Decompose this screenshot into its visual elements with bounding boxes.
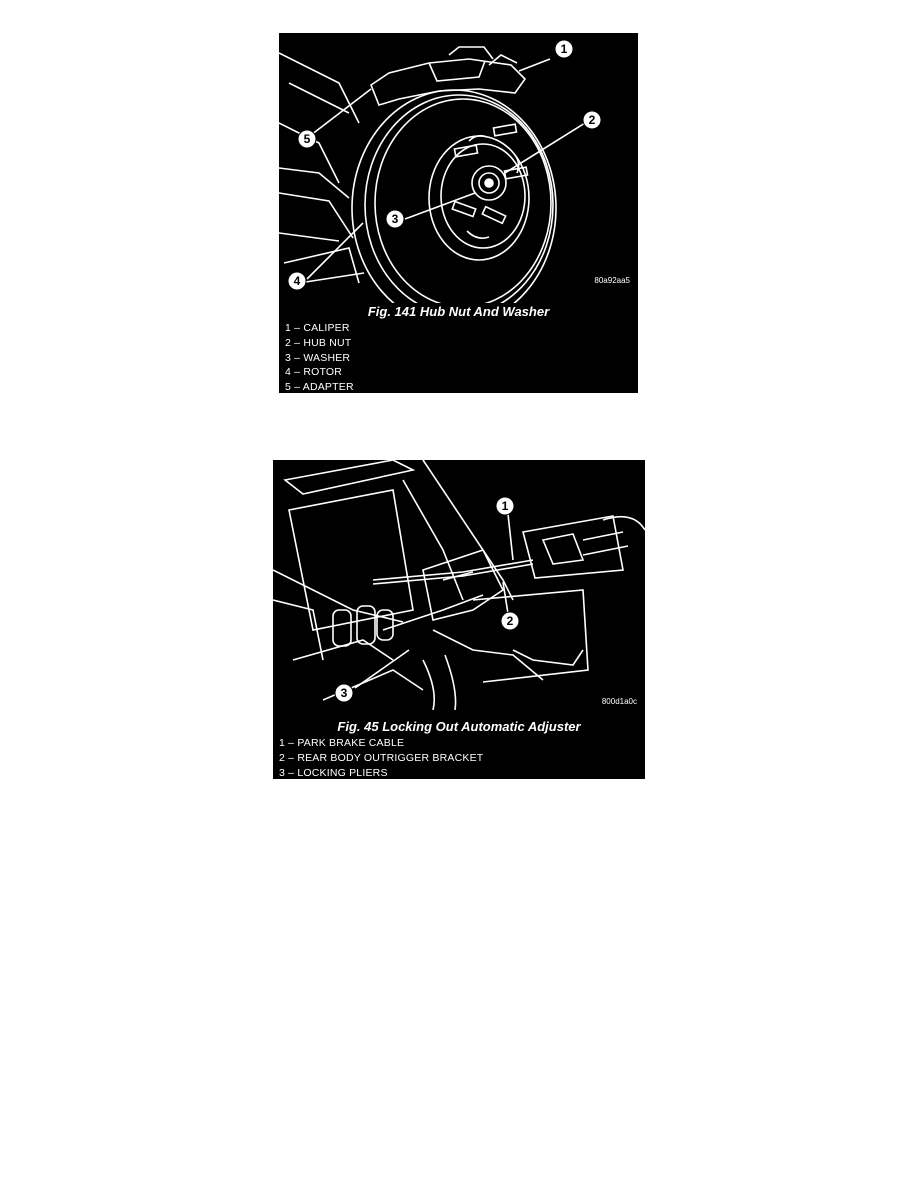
svg-text:3: 3 — [340, 686, 348, 700]
figure-hub-nut-and-washer — [279, 33, 638, 393]
callout-3 — [335, 684, 353, 702]
callout-1 — [496, 497, 514, 515]
legend-item: 3 – WASHER — [285, 351, 351, 364]
legend-item: 4 – ROTOR — [285, 366, 343, 379]
callout-2 — [583, 111, 601, 129]
svg-text:1: 1 — [560, 42, 568, 56]
svg-text:3: 3 — [391, 212, 399, 226]
svg-text:2: 2 — [506, 614, 514, 628]
svg-text:2: 2 — [588, 113, 596, 127]
svg-text:5: 5 — [303, 132, 311, 146]
rear-brake-rotor-illustration — [279, 33, 638, 303]
figure-legend — [279, 736, 483, 779]
legend-item: 2 – HUB NUT — [285, 336, 352, 349]
image-code: 800d1a0c — [601, 697, 637, 706]
callout-1 — [555, 40, 573, 58]
figure-legend — [285, 321, 354, 393]
legend-item: 2 – REAR BODY OUTRIGGER BRACKET — [279, 751, 484, 764]
figure-caption: Fig. 141 Hub Nut And Washer — [367, 304, 550, 319]
legend-item: 3 – LOCKING PLIERS — [279, 766, 388, 779]
svg-text:1: 1 — [501, 499, 509, 513]
legend-item: 1 – CALIPER — [285, 322, 350, 334]
figure-locking-out-automatic-adjuster — [273, 460, 645, 779]
image-code: 80a92aa5 — [594, 276, 630, 285]
callout-4 — [288, 272, 306, 290]
legend-item: 5 – ADAPTER — [285, 381, 354, 393]
callout-2 — [501, 612, 519, 630]
svg-text:4: 4 — [293, 274, 301, 288]
legend-item: 1 – PARK BRAKE CABLE — [279, 737, 405, 749]
callout-5 — [298, 130, 316, 148]
park-brake-cable-illustration — [273, 460, 645, 710]
callout-3 — [386, 210, 404, 228]
figure-caption: Fig. 45 Locking Out Automatic Adjuster — [337, 719, 581, 734]
